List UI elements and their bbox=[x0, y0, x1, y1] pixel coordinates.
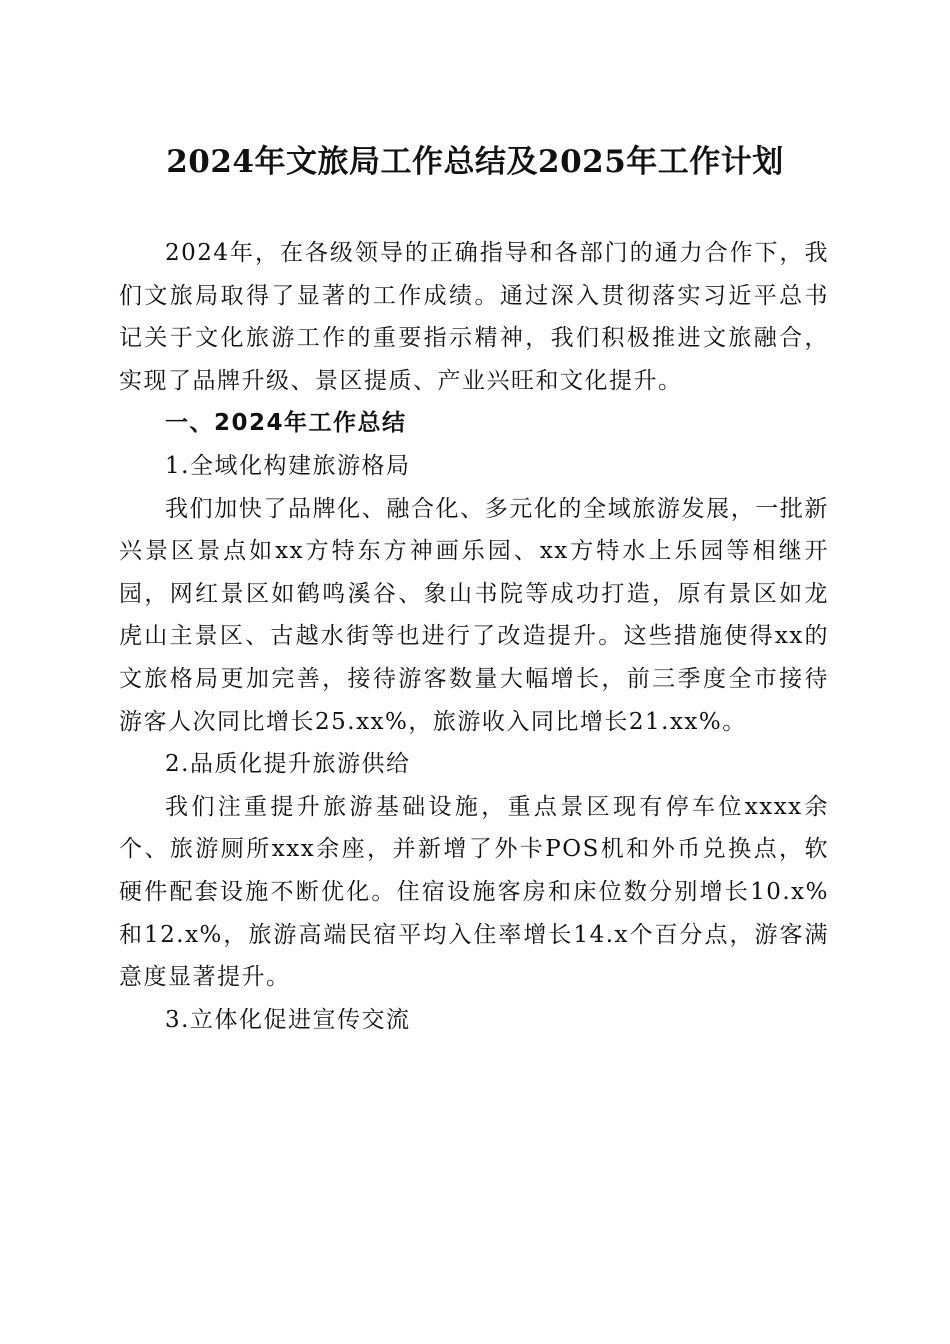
section-heading: 一、2024年工作总结 bbox=[165, 410, 407, 437]
subsection-paragraph-2: 我们注重提升旅游基础设施，重点景区现有停车位xxxx余个、旅游厕所xxx余座，并新增了外卡POS机和外币兑换点，软硬件配套设施不断优化。住宿设施客房和床位数分别增长10.x%和12.x%，旅游高端民宿平均入住率增长14.x个百分点，游客满意度显著提升。 bbox=[119, 793, 829, 991]
subsection-heading-1: 1.全域化构建旅游格局 bbox=[165, 452, 411, 479]
document-body bbox=[119, 232, 829, 1041]
subsection-heading-3: 3.立体化促进宣传交流 bbox=[165, 1006, 411, 1033]
document-title: 2024年文旅局工作总结及2025年工作计划 bbox=[166, 144, 784, 180]
subsection-paragraph-1: 我们加快了品牌化、融合化、多元化的全域旅游发展，一批新兴景区景点如xx方特东方神画乐园、xx方特水上乐园等相继开园，网红景区如鹤鸣溪谷、象山书院等成功打造，原有景区如龙虎山主景区、古越水街等也进行了改造提升。这些措施使得xx的文旅格局更加完善，接待游客数量大幅增长，前三季度全市接待游客人次同比增长25.xx%，旅游收入同比增长21.xx%。 bbox=[119, 495, 829, 735]
intro-paragraph: 2024年，在各级领导的正确指导和各部门的通力合作下，我们文旅局取得了显著的工作成绩。通过深入贯彻落实习近平总书记关于文化旅游工作的重要指示精神，我们积极推进文旅融合，实现了品牌升级、景区提质、产业兴旺和文化提升。 bbox=[119, 240, 829, 394]
subsection-heading-2: 2.品质化提升旅游供给 bbox=[165, 751, 411, 778]
